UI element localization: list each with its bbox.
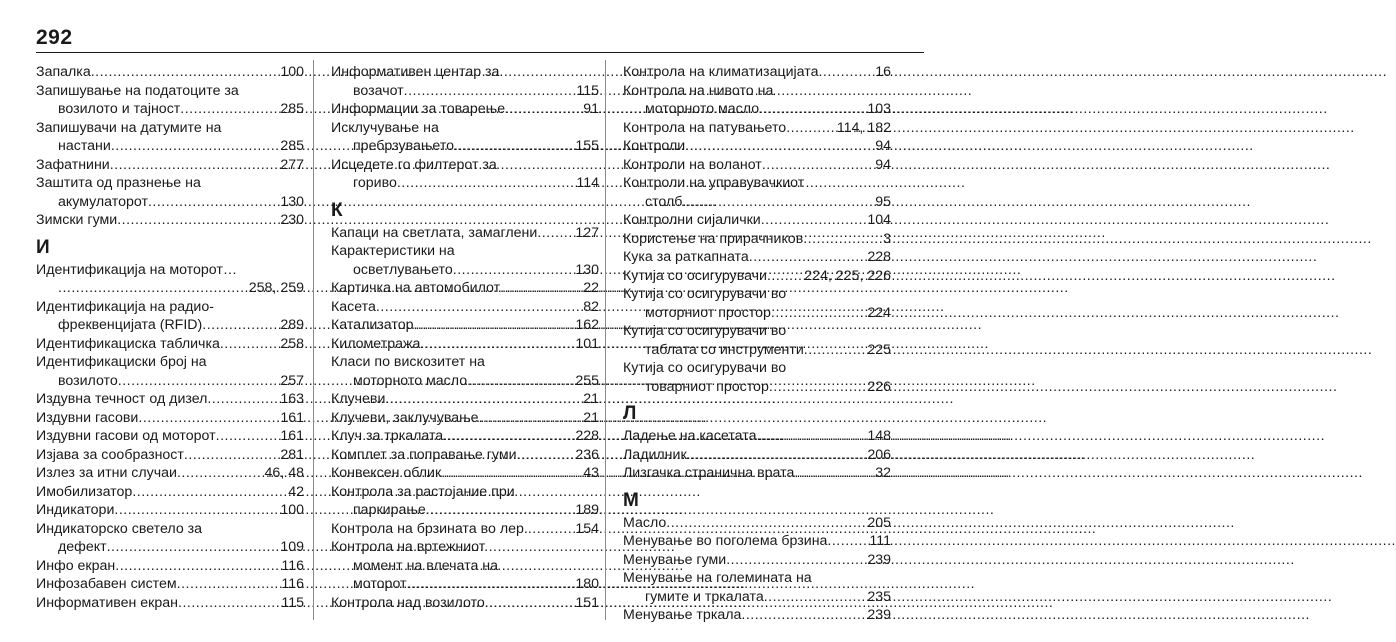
dot-leader (803, 230, 881, 249)
index-entry (36, 261, 304, 298)
dot-leader (220, 335, 278, 354)
index-entry-text: Идентификациска табличка (36, 335, 220, 352)
index-letter-heading: Л (623, 403, 637, 424)
index-page-ref: 239 (867, 551, 891, 568)
index-entry (36, 211, 304, 230)
index-entry (623, 532, 891, 551)
dot-leader (749, 248, 866, 267)
index-entry (623, 285, 891, 322)
dot-leader (404, 82, 575, 101)
dot-leader (114, 501, 278, 520)
index-entry-text: Идентификациски број на (36, 354, 207, 370)
index-entry (36, 464, 304, 483)
index-page-ref: 226 (867, 378, 891, 395)
index-page-ref: 277 (280, 156, 304, 173)
index-page-ref: 104 (867, 212, 891, 228)
dot-leader (769, 378, 865, 397)
index-entry-text: Информации за товарење (331, 101, 506, 117)
index-entry (623, 156, 891, 175)
index-entry-text: дефект (58, 539, 107, 555)
index-page-ref: 255 (575, 372, 599, 389)
index-entry (623, 446, 891, 465)
dot-leader (537, 224, 573, 243)
dot-leader (500, 279, 581, 298)
index-page-ref: 289 (280, 317, 304, 333)
index-entry-text: Капаци на светлата, замаглени (331, 224, 538, 241)
dot-leader (184, 446, 278, 465)
index-entry (623, 514, 891, 533)
index-entry-text: товарниот простор (645, 378, 769, 395)
index-entry-text: Касета (331, 298, 376, 315)
index-page-ref: 162 (575, 317, 599, 333)
index-entry-text: Километража (331, 335, 421, 352)
dot-leader (58, 279, 247, 298)
index-entry (36, 63, 304, 82)
dot-leader (132, 483, 286, 502)
dot-leader (818, 63, 873, 82)
index-column-1 (36, 63, 304, 612)
index-page-ref: 100 (280, 64, 304, 80)
index-page-ref: 224, 225, 226 (804, 267, 891, 284)
index-page-ref: 281 (280, 446, 304, 463)
index-page-ref: 228 (867, 249, 891, 265)
index-page-ref: 115 (281, 594, 304, 611)
index-page-ref: 46, 48 (264, 465, 304, 481)
index-page-ref: 100 (280, 502, 304, 518)
index-entry-text: Масло (623, 514, 667, 531)
index-entry (623, 322, 891, 359)
index-entry-text: пребрзувањето (353, 138, 455, 154)
dot-leader (441, 464, 581, 483)
header-rule (36, 52, 924, 53)
index-page-ref: 22 (583, 280, 599, 296)
index-entry-text: возилото и тајност (58, 101, 181, 117)
index-entry (36, 119, 304, 156)
dot-leader (485, 594, 574, 613)
index-entry-text: Запалка (36, 64, 91, 80)
index-entry (331, 594, 599, 613)
dot-leader (420, 335, 573, 354)
index-page-ref: 94 (875, 138, 891, 154)
dot-leader (178, 594, 279, 613)
index-entry-text: Зафатнини (36, 156, 110, 173)
index-entry-text: Ладење на касетата (623, 428, 757, 444)
index-entry-text: Заштита од празнење на (36, 175, 201, 191)
index-page-ref: 258, 259 (248, 280, 304, 296)
index-entry (36, 353, 304, 390)
dot-leader (426, 501, 574, 520)
index-entry (331, 353, 599, 390)
index-entry-text: Издувни гасови (36, 409, 139, 426)
index-entry (36, 427, 304, 446)
dot-leader (376, 298, 581, 317)
index-entry-text: Катализатор (331, 317, 414, 333)
index-entry-text: Контроли на управувачкиот (623, 175, 805, 191)
dot-leader (764, 588, 866, 607)
index-entry (623, 248, 891, 267)
index-letter-heading: К (331, 199, 343, 221)
index-page-ref: 115 (576, 82, 599, 99)
index-entry-text: Индикаторско светело за (36, 520, 203, 537)
index-entry (36, 594, 304, 613)
index-entry-text: Контроли (623, 138, 686, 154)
dot-leader (761, 211, 866, 230)
index-entry (331, 538, 599, 594)
index-entry (331, 409, 599, 428)
index-entry-text: Клуч за тркалата (331, 428, 444, 444)
index-entry-text: Исклучување на (331, 119, 439, 136)
index-entry-text: Клучеви (331, 391, 386, 407)
index-entry (331, 483, 599, 520)
index-entry (36, 390, 304, 409)
index-entry-text: Информативен центар за (331, 64, 500, 80)
dot-leader (666, 514, 865, 533)
dot-leader (177, 575, 280, 594)
index-page-ref: 94 (875, 156, 891, 173)
index-entry (623, 119, 891, 138)
dot-leader (407, 575, 574, 594)
index-entry-text: Контрола на нивото на (623, 82, 774, 99)
index-entry-text: Индикатори (36, 502, 115, 518)
index-page-ref: 130 (280, 193, 304, 210)
index-entry-text: осветлувањето (353, 261, 453, 278)
index-entry-text: акумулаторот (58, 193, 148, 210)
index-entry (331, 520, 599, 539)
index-entry (623, 174, 891, 211)
index-entry-text: Менување на големината на (623, 570, 812, 586)
index-entry-text: Излез за итни случаи (36, 465, 177, 481)
index-entry-text: паркирање (353, 502, 426, 518)
index-entry-text: возилото (58, 372, 118, 389)
index-entry-text: Имобилизатор (36, 483, 133, 500)
index-column-3 (623, 63, 891, 625)
index-entry-text: Зимски гуми (36, 212, 118, 228)
index-entry (623, 137, 891, 156)
index-entry-text: Кутија со осигурувачи во (623, 360, 787, 376)
index-entry (36, 483, 304, 502)
index-entry-text: моторното масло (353, 372, 468, 389)
index-page-ref: 111 (869, 533, 891, 549)
index-page-ref: 95 (875, 193, 891, 210)
index-page-ref: 116 (281, 557, 304, 574)
index-entry-text: Картичка на автомобилот (331, 280, 501, 296)
dot-leader (443, 427, 573, 446)
index-entry (36, 409, 304, 428)
index-page-ref: 127 (575, 224, 599, 241)
dot-leader (115, 557, 279, 576)
index-entry-text: Издувни гасови од моторот (36, 428, 216, 444)
index-entry (331, 390, 599, 409)
index-entry-text: Менување тркала (623, 607, 742, 623)
index-page-ref: 42 (288, 483, 304, 500)
index-entry-text: Карактеристики на (331, 243, 455, 259)
index-entry-text: Информативен екран (36, 594, 178, 611)
index-page-ref: 205 (867, 514, 891, 531)
index-page-ref: 82 (583, 298, 599, 315)
index-entry (331, 298, 599, 317)
index-entry (331, 427, 599, 446)
dot-leader (786, 119, 835, 138)
index-page-ref: 285 (280, 138, 304, 154)
index-entry-text: гориво (353, 175, 397, 191)
index-entry-text: Конвексен облик (331, 465, 442, 481)
index-entry (331, 446, 599, 465)
index-entry (623, 569, 891, 606)
index-entry (36, 557, 304, 576)
page-number: 292 (36, 26, 73, 49)
index-page-ref: 32 (875, 465, 891, 481)
index-entry-text: Контрола на климатизацијата (623, 64, 819, 80)
dot-leader (726, 551, 865, 570)
index-page-ref: 180 (575, 576, 599, 592)
index-entry-text: Запишување на податоците за (36, 82, 239, 99)
index-entry (331, 464, 599, 483)
index-letter-heading: И (36, 236, 50, 258)
index-entry (36, 174, 304, 211)
dot-leader (467, 372, 573, 391)
index-page-ref: 155 (575, 138, 599, 154)
index-entry-text: фреквенцијата (RFID) (58, 317, 203, 333)
column-divider (605, 60, 606, 620)
index-page-ref: 21 (583, 391, 599, 407)
dot-leader (107, 538, 279, 557)
index-entry (331, 316, 599, 335)
index-entry-text: Контроли на воланот (623, 156, 762, 173)
index-page-ref: 130 (575, 261, 599, 278)
dot-leader (118, 372, 279, 391)
index-entry (331, 279, 599, 298)
index-page-ref: 148 (867, 428, 891, 444)
index-entry-text: Инфо екран (36, 557, 116, 574)
dot-leader (454, 137, 573, 156)
index-entry (623, 464, 891, 483)
index-entry-text: Контрола на вртежниот (331, 539, 486, 555)
index-page-ref: 161 (280, 409, 304, 426)
index-entry-text: Клучеви, заклучување (331, 409, 479, 426)
index-entry (36, 501, 304, 520)
index-entry-text: Контрола за растојание при (331, 483, 515, 500)
index-page-ref: 236 (575, 446, 599, 463)
dot-leader (453, 261, 574, 280)
index-entry (623, 230, 891, 249)
index-page-ref: 43 (583, 465, 599, 481)
index-entry-text: момент на влечата на (353, 557, 499, 574)
index-entry-text: Менување во поголема брзина (623, 533, 828, 549)
dot-leader (528, 520, 574, 539)
index-entry (623, 211, 891, 230)
dot-leader (804, 341, 866, 360)
dot-leader (110, 156, 279, 175)
index-entry (36, 575, 304, 594)
index-page-ref: 230 (280, 212, 304, 228)
index-entry-text: Идентификација на радио- (36, 298, 214, 315)
index-entry (623, 551, 891, 570)
index-entry-text: Инфозабавен систем (36, 576, 177, 592)
dot-leader (180, 100, 278, 119)
dot-leader (771, 304, 865, 323)
index-entry-text: Контрола на патувањето (623, 119, 787, 136)
index-entry-text: Издувна течност од дизел (36, 391, 208, 407)
index-page-ref: 91 (583, 101, 599, 117)
dot-leader (682, 193, 873, 212)
index-entry-text: Кутија со осигурувачи во (623, 286, 787, 302)
index-entry (331, 119, 599, 156)
index-entry (36, 82, 304, 119)
dot-leader (177, 464, 263, 483)
index-entry-text: моторното масло (645, 101, 760, 117)
index-entry (36, 520, 304, 557)
index-entry (331, 242, 599, 279)
dot-leader (385, 390, 581, 409)
index-entry (623, 82, 891, 119)
index-entry-text: моторот (353, 576, 407, 592)
index-entry (623, 427, 891, 446)
index-page-ref: 189 (575, 502, 599, 518)
index-page-ref: 21 (583, 409, 599, 426)
index-entry (623, 63, 891, 82)
dot-leader (413, 316, 573, 335)
index-entry-text: Изјава за сообразност (36, 446, 184, 463)
index-page-ref: 154 (575, 520, 599, 537)
index-entry-text: Ладилник (623, 446, 687, 463)
dot-leader (148, 193, 278, 212)
dot-leader (827, 532, 867, 551)
index-entry-text: Класи по вискозитет на (331, 354, 485, 370)
dot-leader (216, 427, 279, 446)
index-page-ref: 225 (867, 341, 891, 358)
index-page-ref: 151 (575, 594, 599, 611)
index-page-ref: 228 (575, 428, 599, 444)
column-divider (313, 60, 314, 620)
dot-leader (759, 100, 865, 119)
index-column-2 (331, 63, 599, 612)
index-page-ref: 3 (883, 230, 891, 247)
index-page-ref: 116 (281, 576, 304, 592)
dot-leader (517, 446, 574, 465)
index-entry (331, 100, 599, 119)
index-entry-text: настани (58, 138, 111, 154)
index-entry-text: Менување гуми (623, 551, 727, 568)
index-entry-text: Користење на прирачников (623, 230, 804, 247)
dot-leader (767, 267, 802, 286)
index-entry (36, 335, 304, 354)
dot-leader (794, 464, 873, 483)
index-entry (36, 156, 304, 175)
index-entry-text: Кутија со осигурувачи во (623, 323, 787, 339)
index-entry (331, 224, 599, 243)
index-page-ref: 114 (576, 175, 599, 191)
dot-leader (207, 390, 278, 409)
index-entry-text: столб (645, 193, 683, 210)
index-entry (36, 446, 304, 465)
dot-leader (397, 174, 575, 193)
index-entry (36, 298, 304, 335)
index-entry-text: Кука за раткапната (623, 249, 749, 265)
index-entry-text: Комплет за поправање гуми (331, 446, 517, 463)
index-page-ref: 257 (280, 372, 304, 389)
index-entry-text: Исцедете го филтерот за (331, 156, 497, 173)
dot-leader (685, 137, 873, 156)
dot-leader (505, 100, 581, 119)
dot-leader (741, 606, 865, 625)
index-entry (623, 606, 891, 625)
index-page-ref: 163 (280, 391, 304, 407)
dot-leader (111, 137, 279, 156)
index-page-ref: 103 (867, 101, 891, 117)
dot-leader (479, 409, 582, 428)
index-entry (623, 359, 891, 396)
index-entry (331, 335, 599, 354)
index-page-ref: 285 (280, 101, 304, 117)
index-page-ref: 114, 182 (836, 119, 891, 136)
index-entry-text: Контрола над возилото (331, 594, 485, 611)
index-entry-text: таблата со инструменти (645, 341, 804, 358)
dot-leader (91, 63, 279, 82)
index-page-ref: 235 (867, 588, 891, 605)
index-entry-text: Контрола на брзината во лер. (331, 520, 528, 537)
index-entry-text: моторниот простор (645, 304, 771, 321)
index-entry (331, 63, 599, 100)
index-entry-text: Лизгачка странична врата (623, 465, 795, 481)
index-entry-text: Кутија со осигурувачи (623, 267, 767, 284)
dot-leader (138, 409, 278, 428)
index-entry-text: Запишувачи на датумите на (36, 119, 222, 136)
index-page-ref: 101 (575, 335, 599, 352)
dot-leader (117, 211, 278, 230)
index-page-ref: 161 (280, 428, 304, 444)
index-entry-text: возачот (353, 82, 404, 99)
dot-leader (762, 156, 873, 175)
index-page-ref: 258 (280, 335, 304, 352)
index-page-ref: 239 (867, 607, 891, 623)
index-entry (623, 267, 891, 286)
dot-leader (756, 427, 865, 446)
index-letter-heading: М (623, 489, 639, 511)
index-page-ref: 16 (875, 64, 891, 80)
index-page-ref: 206 (867, 446, 891, 463)
dot-leader (202, 316, 278, 335)
index-entry-text: Контролни сијалички (623, 212, 761, 228)
index-page-ref: 224 (867, 304, 891, 321)
index-page-ref: 109 (280, 539, 304, 555)
dot-leader (687, 446, 866, 465)
index-entry-text: гумите и тркалата (645, 588, 764, 605)
index-entry-text: Идентификација на моторот… (36, 261, 238, 278)
index-entry (331, 156, 599, 193)
